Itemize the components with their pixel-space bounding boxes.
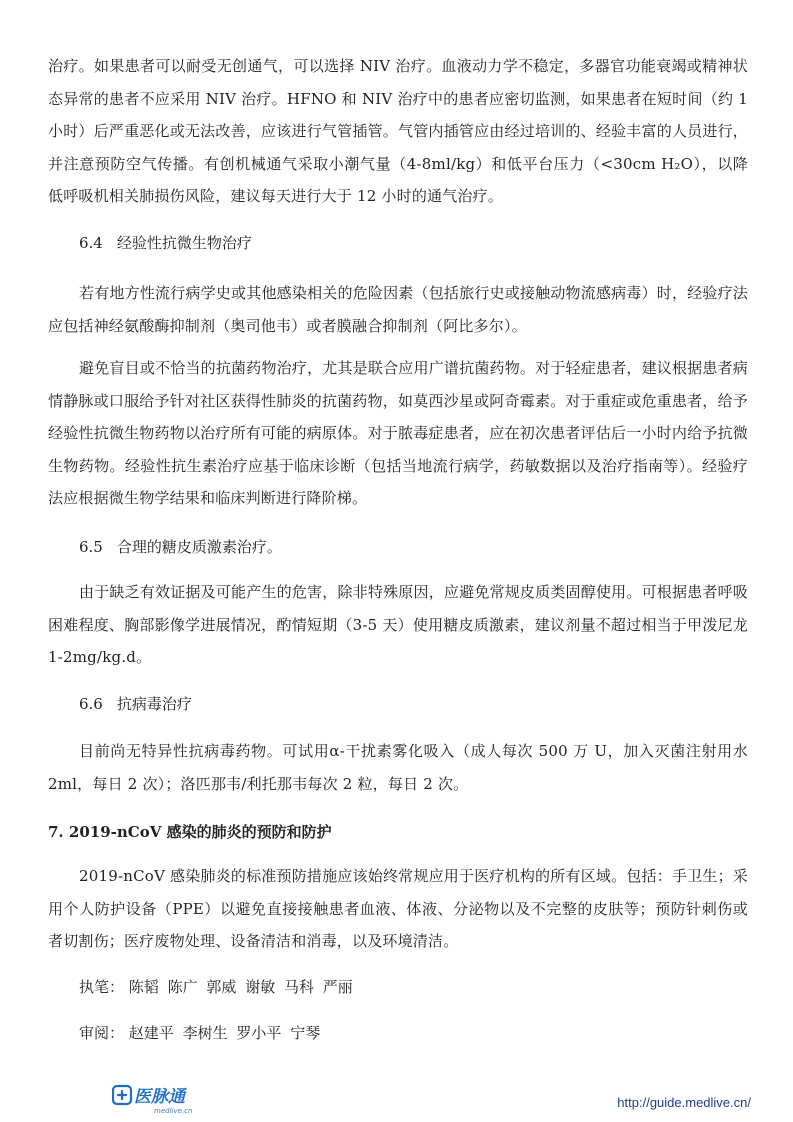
writers-names — [129, 978, 357, 996]
paragraph-antiviral: 目前尚无特异性抗病毒药物。可试用α-干扰素雾化吸入（成人每次 500 万 U，加入灭菌注射用水 2ml，每日 2 次）；洛匹那韦/利托那韦每次 2 粒，每日 2 次。 — [48, 742, 748, 793]
writer-name: 郭威 — [206, 978, 237, 996]
reviewers-label: 审阅： — [79, 1024, 125, 1042]
reviewers-line — [79, 1023, 324, 1043]
writer-name: 陈韬 — [128, 978, 159, 996]
reviewers-names — [129, 1024, 324, 1042]
writer-name: 严丽 — [322, 978, 353, 996]
subheading-text: 合理的糖皮质激素治疗。 — [116, 538, 282, 556]
medlive-logo-icon — [112, 1080, 212, 1116]
reviewer-name: 赵建平 — [128, 1024, 174, 1042]
paragraph-antibiotics: 避免盲目或不恰当的抗菌药物治疗，尤其是联合应用广谱抗菌药物。对于轻症患者，建议根据患者病情静脉或口服给予针对社区获得性肺炎的抗菌药物，如莫西沙星或阿奇霉素。对于重症或危重患者，给予经验性抗微生物药物以治疗所有可能的病原体。对于脓毒症患者，应在初次患者评估后一小时内给予抗微生物药物。经验性抗生素治疗应基于临床诊断（包括当地流行病学，药敏数据以及治疗指南等）。经验疗法应根据微生物学结果和临床判断进行降阶梯。 — [48, 359, 748, 507]
medlive-logo[interactable] — [112, 1080, 212, 1116]
writer-name: 马科 — [283, 978, 314, 996]
subheading-6-4 — [79, 233, 252, 253]
reviewer-name: 罗小平 — [236, 1024, 282, 1042]
subheading-number: 6.5 — [79, 538, 103, 556]
writers-label: 执笔： — [79, 978, 125, 996]
writer-name: 谢敏 — [245, 978, 276, 996]
paragraph-empirical-antiviral: 若有地方性流行病学史或其他感染相关的危险因素（包括旅行史或接触动物流感病毒）时，经验疗法应包括神经氨酸酶抑制剂（奥司他韦）或者膜融合抑制剂（阿比多尔）。 — [48, 284, 748, 335]
section-heading-7: 7. 2019-nCoV 感染的肺炎的预防和防护 — [48, 823, 332, 841]
reviewer-name: 宁琴 — [290, 1024, 321, 1042]
subheading-6-6 — [79, 694, 192, 714]
reviewer-name: 李树生 — [182, 1024, 228, 1042]
paragraph-corticosteroids: 由于缺乏有效证据及可能产生的危害，除非特殊原因，应避免常规皮质类固醇使用。可根据患者呼吸困难程度、胸部影像学进展情况，酌情短期（3-5 天）使用糖皮质激素，建议剂量不超过相当于甲泼尼龙 1-2mg/kg.d。 — [48, 583, 748, 666]
subheading-text: 抗病毒治疗 — [116, 695, 192, 713]
subheading-number: 6.6 — [79, 695, 103, 713]
subheading-number: 6.4 — [79, 234, 103, 252]
paragraph-ventilation: 治疗。如果患者可以耐受无创通气，可以选择 NIV 治疗。血液动力学不稳定，多器官功能衰竭或精神状态异常的患者不应采用 NIV 治疗。HFNO 和 NIV 治疗中的患者应密切监测，如果患者在短时间（约 1 小时）后严重恶化或无法改善，应该进行气管插管。气管内插管应由经过培训的、经验丰富的人员进行，并注意预防空气传播。有创机械通气采取小潮气量（4-8ml/kg）和低平台压力（<30cm H₂O），以降低呼吸机相关肺损伤风险，建议每天进行大于 12 小时的通气治疗。 — [48, 57, 748, 205]
paragraph-prevention: 2019-nCoV 感染肺炎的标准预防措施应该始终常规应用于医疗机构的所有区域。包括：手卫生；采用个人防护设备（PPE）以避免直接接触患者血液、体液、分泌物以及不完整的皮肤等；预防针刺伤或者切割伤；医疗废物处理、设备清洁和消毒，以及环境清洁。 — [48, 867, 748, 950]
subheading-text: 经验性抗微生物治疗 — [116, 234, 252, 252]
logo-text: 医脉通 — [134, 1087, 185, 1107]
writer-name: 陈广 — [167, 978, 198, 996]
logo-subtext: medlive.cn — [154, 1107, 193, 1115]
writers-line — [79, 977, 357, 997]
footer-url-link[interactable]: http://guide.medlive.cn/ — [617, 1095, 751, 1110]
subheading-6-5 — [79, 537, 282, 557]
